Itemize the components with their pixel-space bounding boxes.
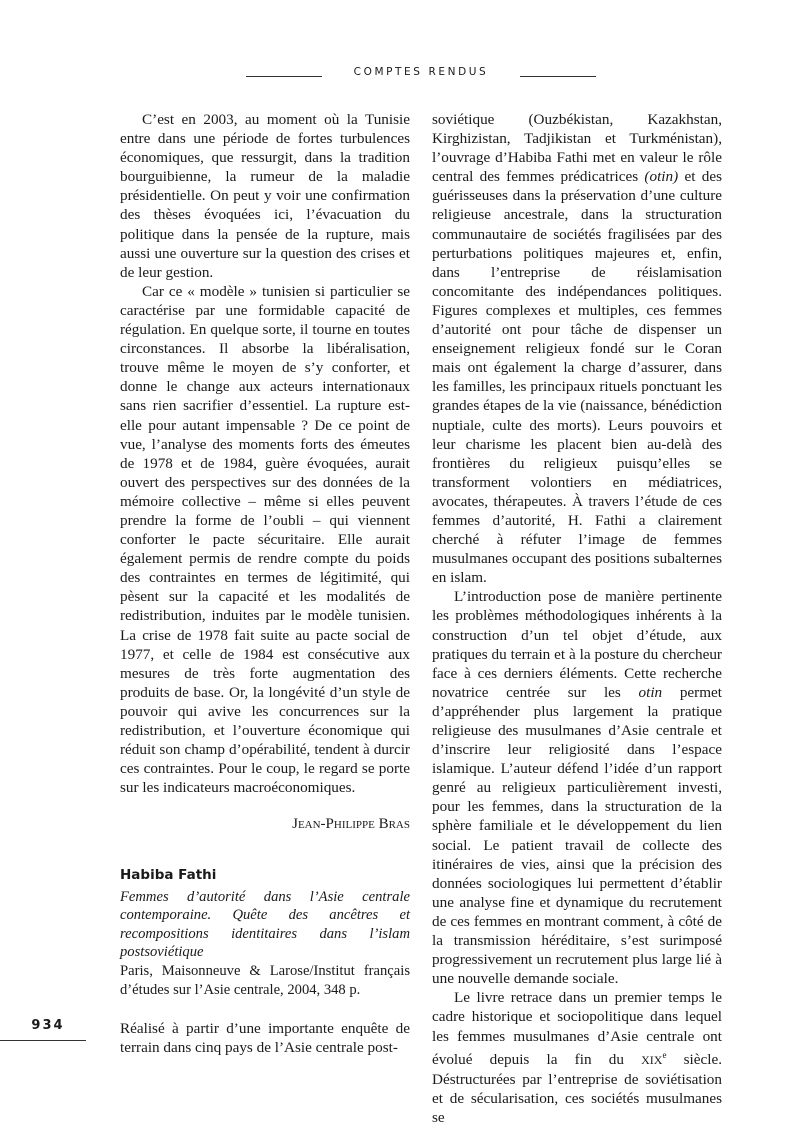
left-column [120,110,410,1057]
section-title: COMPTES RENDUS [353,66,489,78]
paragraph: L’introduction pose de manière pertinente les problèmes méthodologiques inhérents à la construction d’un tel objet d’étude, aux pratiques du terrain et à la posture du chercheur face à ces derniers éléments. Cette recherche novatrice centrée sur les otin permet d’appréhender plus largement la pratique religieuse des musulmanes d’Asie centrale et d’inscrire leur religiosité dans l’espace islamique. L’auteur défend l’idée d’un rapport genré au religieux particulièrement investi, pour les femmes, dans la structuration de la sphère familiale et le développement du lien social. Le patient travail de collecte des itinéraires de vies, ainsi que la précision des données sociologiques lui permettent d’établir une analyse fine et dynamique du recrutement de ces femmes en montrant comment, à côté de la transmission héréditaire, s’est surimposé progressivement un recrutement plus large lié à une nouvelle demande sociale. [432,588,722,988]
running-header [246,66,726,86]
paragraph: Le livre retrace dans un premier temps le cadre historique et sociopolitique dans lequel les femmes musulmanes d’Asie centrale ont évolué depuis la fin du XIXe siècle. Déstructurées par l’entreprise de soviétisation et de sécularisation, ces sociétés musulmanes se [432,989,722,1126]
header-rule-left [246,76,322,77]
paragraph: Car ce « modèle » tunisien si particulier se caractérise par une formidable capacité de régulation. En quelque sorte, il tourne en toutes circonstances. Il absorbe la libéralisation, trouve même le moyen de s’y conforter, et donne le change aux acteurs internationaux sans rien sacrifier d’essentiel. La rupture est-elle pour autant impensable ? De ce point de vue, l’analyse des moments forts des émeutes de 1978 et de 1984, guère évoquées, aurait ouvert des perspectives sur des données de la mémoire collective – même si elles peuvent prendre la forme de l’oubli – qui viennent conforter le pacte sécuritaire. Elle aurait également permis de rendre compte du poids des contraintes en termes de légitimité, qui pèsent sur la capacité et les modalités de redistribution, induites par le modèle tunisien. La crise de 1978 fait suite au pacte social de 1977, et celle de 1984 est consécutive aux mesures de très forte augmentation des produits de base. Or, la longévité d’un style de pouvoir qui avive les concurrences sur la redistribution, et l’ouverture économique qui réduit son champ d’opérabilité, tendent à durcir ces contraintes. Pour le coup, le regard se porte sur les indicateurs macroéconomiques. [120,282,410,797]
publication-details: Paris, Maisonneuve & Larose/Institut français d’études sur l’Asie centrale, 2004, 348 p. [120,962,410,998]
paragraph: C’est en 2003, au moment où la Tunisie entre dans une période de fortes turbulences économiques, que ressurgit, dans la tradition bourguibienne, la rumeur de la maladie présidentielle. On peut y voir une confirmation des thèses évoquées ici, l’évacuation du politique dans la pensée de la rupture, mais aussi une ouverture sur la question des crises et de leur gestion. [120,111,410,281]
page-number-rule [0,1040,86,1041]
book-review-entry [120,866,410,999]
review-signature: Jean-Philippe Bras [292,816,410,833]
review-opening: Réalisé à partir d’une importante enquête de terrain dans cinq pays de l’Asie centrale post- [120,1020,410,1057]
header-rule-right [520,76,596,77]
book-title: Femmes d’autorité dans l’Asie centrale contemporaine. Quête des ancêtres et recompositions identitaires dans l’islam postsoviétique [120,888,410,961]
paragraph: soviétique (Ouzbékistan, Kazakhstan, Kirghizistan, Tadjikistan et Turkménistan), l’ouvrage d’Habiba Fathi met en valeur le rôle central des femmes prédicatrices (otin) et des guérisseuses dans la préservation d’une culture religieuse ancestrale, dans la structuration communautaire de sociétés fragilisées par des perturbations politiques majeures et, enfin, dans l’entreprise de réislamisation concomitante des indépendances politiques. Figures complexes et multiples, ces femmes d’autorité ont pour tâche de dispenser un enseignement religieux fondé sur le Coran mais ont également la charge d’assurer, dans les familles, les principaux rituels ponctuant les grandes étapes de la vie (naissance, bénédiction nuptiale, culte des morts). Leurs pouvoirs et leur charisme les placent bien au-delà des frontières du religieux puisqu’elles se transforment volontiers en médiatrices, avocates, thérapeutes. À travers l’étude de ces femmes d’autorité, H. Fathi a clairement cherché à réfuter l’image de femmes musulmanes occupant des positions subalternes en islam. [432,111,722,587]
right-column [432,110,722,1127]
page-number: 934 [31,1018,65,1033]
review-author: Habiba Fathi [120,867,217,884]
